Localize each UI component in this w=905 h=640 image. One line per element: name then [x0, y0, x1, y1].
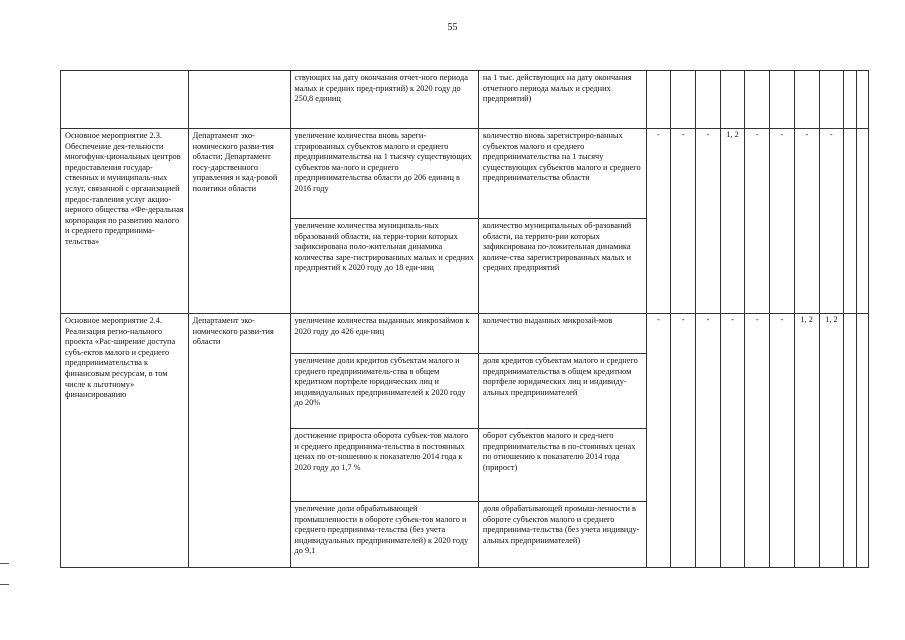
- indicator-link-cell: [844, 71, 856, 129]
- event-cell: [61, 71, 189, 129]
- indicator-link-cell: -: [745, 129, 770, 314]
- indicator-link-cell: [745, 71, 770, 129]
- indicator-link-cell: [671, 71, 696, 129]
- indicator-cell: количество муниципальных об-разований области, на террито-рии которых зафиксирована по-ложительная динамика количе-ства зарегистрированных малых и средних предприятий: [478, 219, 646, 314]
- indicator-link-cell: 1, 2: [794, 314, 819, 568]
- expected-result-cell: увеличение количества вновь зареги-стрированных субъектов малого и среднего предпринимательства на 1 тысячу существующих субъектов ма-лого и среднего предпринимательства области до 206 единиц в 2016 году: [290, 129, 478, 219]
- indicator-link-cell: -: [745, 314, 770, 568]
- table-row: [61, 314, 869, 354]
- table-body: [61, 71, 869, 568]
- expected-result-cell: увеличение количества муниципаль-ных образований области, на терри-тории которых зафиксирована поло-жительная динамика количества заре-гистрированных малых и средних предприятий к 2020 году до 18 еди-ниц: [290, 219, 478, 314]
- indicator-link-cell: [770, 71, 795, 129]
- indicator-link-cell: [646, 71, 671, 129]
- event-cell: Основное мероприятие 2.3. Обеспечение дея-тельности многофунк-циональных центров предоставления государ-ственных и муниципаль-ных услуг, связанной с организацией предос-тавления услуг акцио-нерного общества «Фе-деральная корпорация по развитию малого и среднего предпринима-тельства»: [61, 129, 189, 314]
- indicator-link-cell: -: [720, 314, 745, 568]
- indicator-link-cell: -: [770, 129, 795, 314]
- indicator-link-cell: 1, 2: [819, 314, 844, 568]
- indicator-cell: оборот субъектов малого и сред-него предпринимательства в по-стоянных ценах по отношению к показателю 2014 года (прирост): [478, 429, 646, 502]
- indicator-link-cell: -: [770, 314, 795, 568]
- indicator-link-cell: [856, 129, 868, 314]
- indicator-cell: количество выданных микрозай-мов: [478, 314, 646, 354]
- indicator-link-cell: -: [696, 129, 721, 314]
- indicator-link-cell: [844, 314, 856, 568]
- expected-result-cell: достижение прироста оборота субъек-тов малого и среднего предпринима-тельства в постоянных ценах по от-ношению к показателю 2014 года к 2020 году до 1,7 %: [290, 429, 478, 502]
- indicator-link-cell: [794, 71, 819, 129]
- executor-cell: Департамент эко-номического разви-тия области: [188, 314, 290, 568]
- executor-cell: Департамент эко-номического разви-тия области; Департамент госу-дарственного управления и кад-ровой политики области: [188, 129, 290, 314]
- expected-result-cell: увеличение доли кредитов субъектам малого и среднего предприниматель-ства в общем кредитном портфеле юридических лиц и индивидуальных предпринимателей к 2020 году до 20%: [290, 354, 478, 429]
- table-row: [61, 129, 869, 219]
- indicator-link-cell: 1, 2: [720, 129, 745, 314]
- expected-result-cell: увеличение доли обрабатывающей промышленности в обороте субъек-тов малого и среднего предпринима-тельства (без учета индивидуальных предпринимателей) к 2020 году до 9,1: [290, 502, 478, 568]
- indicator-link-cell: [844, 129, 856, 314]
- indicator-link-cell: -: [819, 129, 844, 314]
- program-events-table: [60, 70, 869, 568]
- indicator-link-cell: -: [646, 314, 671, 568]
- expected-result-cell: ствующих на дату окончания отчет-ного периода малых и средних пред-приятий) к 2020 году до 250,8 единиц: [290, 71, 478, 129]
- indicator-link-cell: [856, 314, 868, 568]
- executor-cell: [188, 71, 290, 129]
- indicator-cell: доля кредитов субъектам малого и среднего предпринимательства в общем кредитном портфеле юридических лиц и индивиду-альных предпринимателей: [478, 354, 646, 429]
- event-cell: Основное мероприятие 2.4. Реализация регио-нального проекта «Рас-ширение доступа субъ-ектов малого и среднего предпринимательства к финансовым ресурсам, в том числе к льготному» финансированию: [61, 314, 189, 568]
- indicator-link-cell: -: [794, 129, 819, 314]
- table-row: [61, 71, 869, 129]
- margin-binding-mark: [0, 563, 9, 585]
- indicator-link-cell: [819, 71, 844, 129]
- indicator-link-cell: -: [696, 314, 721, 568]
- indicator-link-cell: [720, 71, 745, 129]
- indicator-link-cell: [856, 71, 868, 129]
- indicator-cell: доля обрабатывающей промыш-ленности в обороте субъектов малого и среднего предпринима-тельства (без учета индивиду-альных предпринимателей): [478, 502, 646, 568]
- page-number: 55: [447, 22, 458, 33]
- indicator-link-cell: -: [671, 129, 696, 314]
- indicator-link-cell: -: [671, 314, 696, 568]
- indicator-cell: на 1 тыс. действующих на дату окончания отчетного периода малых и средних предприятий): [478, 71, 646, 129]
- expected-result-cell: увеличение количества выданных микрозаймов к 2020 году до 426 еди-ниц: [290, 314, 478, 354]
- indicator-link-cell: [696, 71, 721, 129]
- indicator-cell: количество вновь зарегистриро-ванных субъектов малого и среднего предпринимательства на 1 тысячу существующих субъектов малого и среднего предпринимательства области: [478, 129, 646, 219]
- indicator-link-cell: -: [646, 129, 671, 314]
